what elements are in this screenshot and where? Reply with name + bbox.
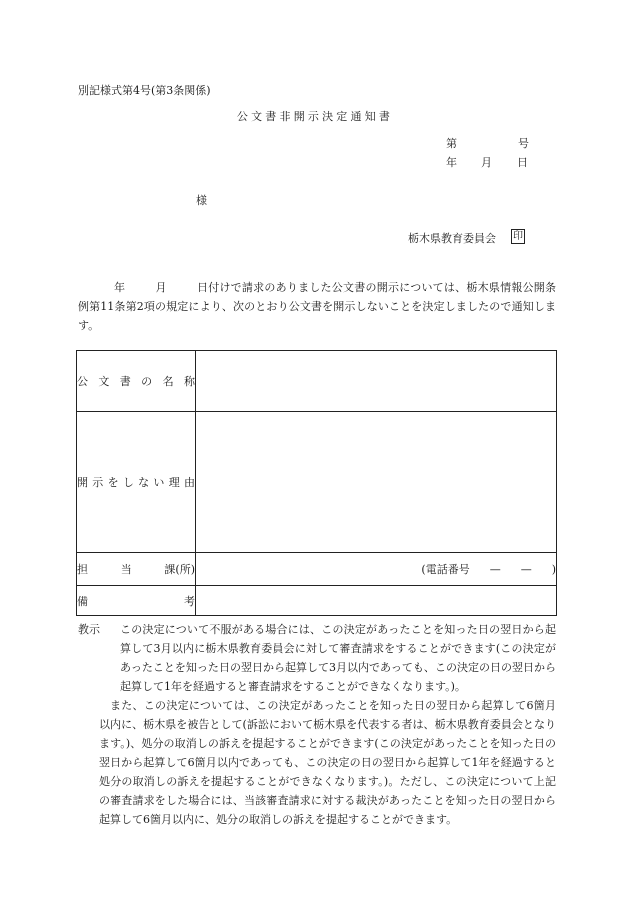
- document-name-label: [77, 351, 196, 412]
- date-day-label: 日: [517, 156, 528, 169]
- label-char: 由: [183, 476, 195, 489]
- number-prefix: 第: [446, 137, 457, 150]
- phone-label: (電話番号: [421, 563, 470, 576]
- label-char: 理: [168, 476, 180, 489]
- table-row: [77, 553, 557, 586]
- seal-mark: [511, 229, 525, 244]
- instruction-paragraph: この決定について不服がある場合には、この決定があったことを知った日の翌日から起算して3月以内に栃木県教育委員会に対して審査請求をすることができます(この決定があったことを知った日の翌日から起算して3月以内であっても、この決定の日の翌日から起算して1年を経過すると審査請求をすることができなくなります。)。: [120, 623, 556, 693]
- seal-label: 印: [513, 230, 523, 242]
- phone-close: ): [551, 563, 556, 576]
- label-char: 備: [77, 594, 88, 608]
- label-char: 公: [77, 375, 88, 388]
- label-char: 示: [92, 476, 104, 489]
- instruction-paragraph: また、この決定については、この決定があったことを知った日の翌日から起算して6箇月以内に、栃木県を被告として(訴訟において栃木県を代表する者は、栃木県教育委員会となります。)、処分の取消しの訴えを提起することができます(この決定があったことを知った日の翌日から起算して6箇月以内であっても、この決定の日の翌日から起算して1年を経過すると処分の取消しの訴えを提起することができなくなります。)。ただし、この決定について上記の審査請求をした場合には、当該審査請求に対する裁決があったことを知った日の翌日から起算して6箇月以内に、処分の取消しの訴えを提起することができます。: [99, 699, 556, 826]
- document-name-field[interactable]: [196, 351, 557, 412]
- label-char: 名: [162, 375, 174, 388]
- department-label: [77, 553, 196, 586]
- label-char: 担: [77, 563, 88, 576]
- label-char: い: [153, 476, 165, 489]
- label-char: の: [141, 375, 153, 388]
- date-month-label: 月: [481, 156, 492, 169]
- intro-text: 日付けで請求のありました公文書の開示については、栃木県情報公開条例第11条第2項の規定により、次のとおり公文書を開示しないことを決定しましたので通知します。: [78, 281, 557, 332]
- intro-month: 月: [155, 281, 167, 294]
- intro-year: 年: [114, 281, 126, 294]
- document-title: 公文書非開示決定通知書: [236, 110, 394, 123]
- issuer-name: 栃木県教育委員会: [408, 232, 496, 245]
- instruction-heading: 教示: [78, 623, 100, 636]
- notice-table: [76, 350, 557, 616]
- remarks-field[interactable]: [196, 586, 557, 616]
- label-char: 書: [119, 375, 131, 388]
- label-char: を: [107, 476, 119, 489]
- label-char: し: [122, 476, 134, 489]
- reason-label: [77, 412, 196, 553]
- table-row: [77, 351, 557, 412]
- reason-field[interactable]: [196, 412, 557, 553]
- label-char: 称: [183, 375, 195, 388]
- label-char: 考: [184, 594, 195, 608]
- label-char: 課(所): [164, 563, 195, 576]
- label-char: 開: [77, 476, 88, 489]
- label-char: 当: [120, 563, 132, 576]
- date-year-label: 年: [446, 156, 457, 169]
- phone-dash: —: [520, 563, 532, 576]
- department-field[interactable]: [196, 553, 557, 586]
- table-row: [77, 412, 557, 553]
- form-label: 別記様式第4号(第3条関係): [78, 84, 211, 97]
- instruction-section: [78, 620, 556, 829]
- label-char: な: [138, 476, 150, 489]
- phone-dash: —: [489, 563, 501, 576]
- label-char: 文: [98, 375, 110, 388]
- remarks-label: [77, 586, 196, 616]
- number-suffix: 号: [518, 137, 529, 150]
- addressee-honorific: 様: [196, 194, 207, 207]
- table-row: [77, 586, 557, 616]
- intro-paragraph: [78, 278, 556, 335]
